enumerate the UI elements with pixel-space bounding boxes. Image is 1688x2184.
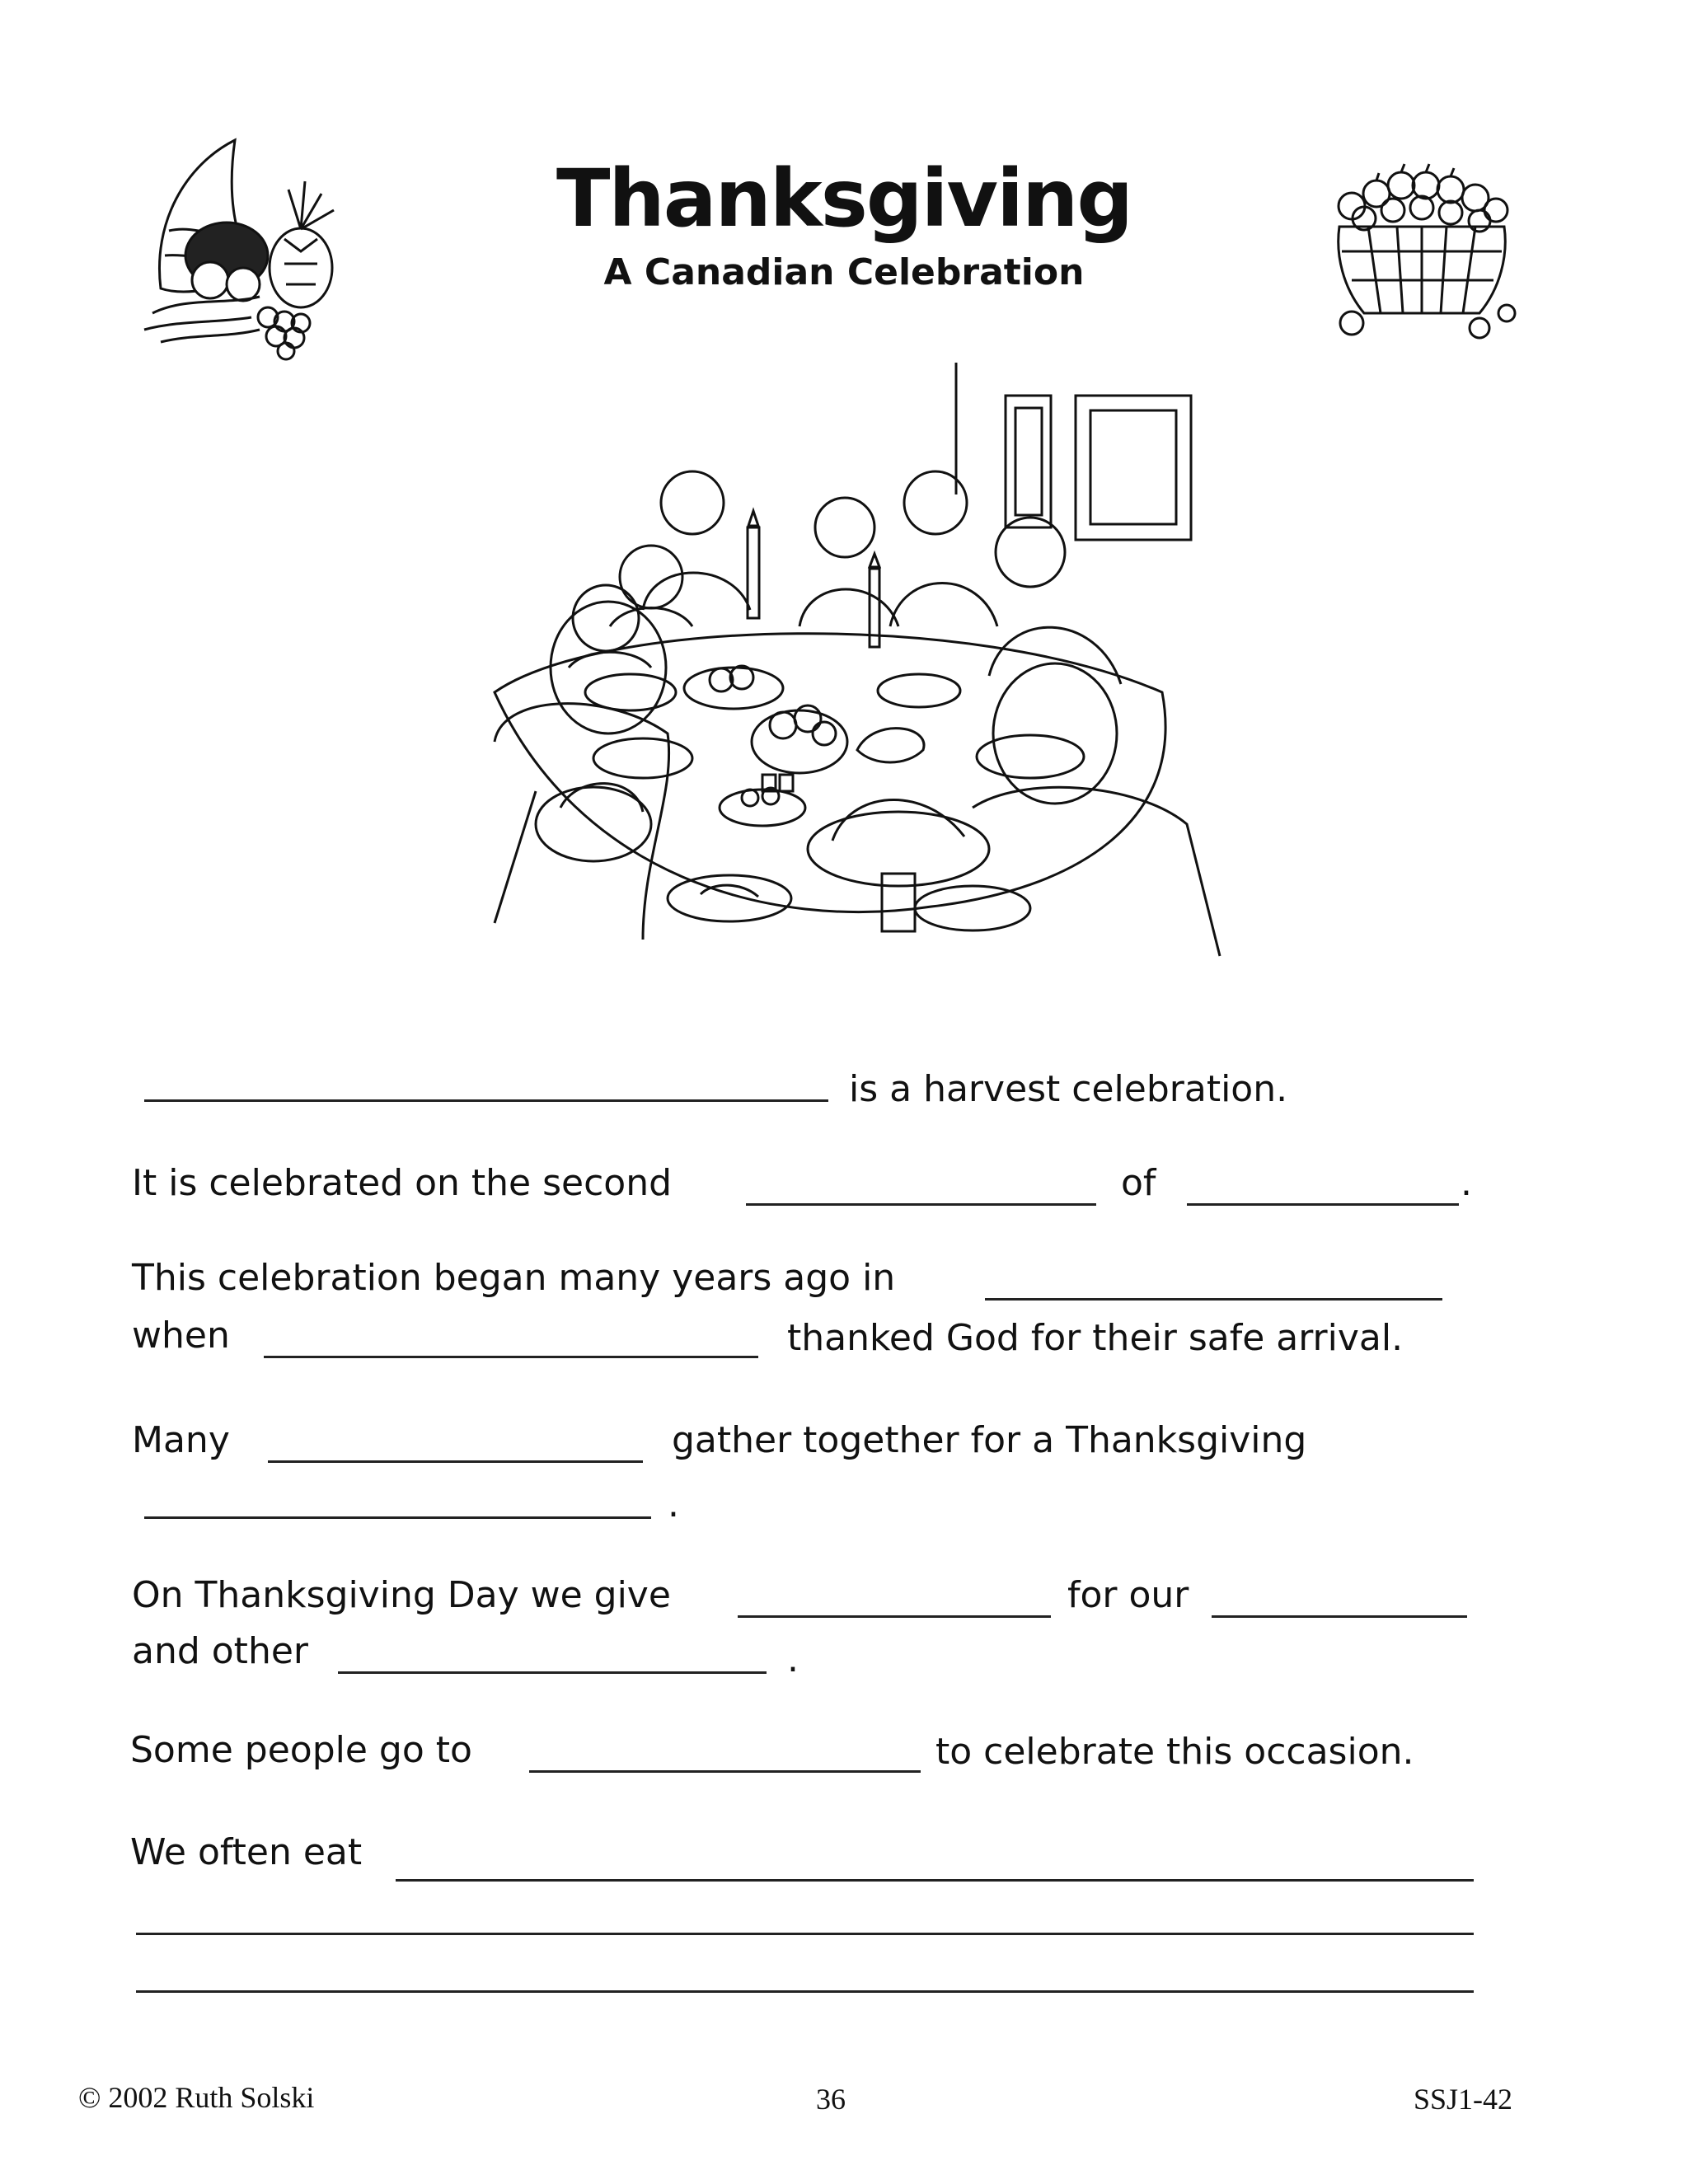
worksheet-text-line5-many: Many <box>132 1419 230 1461</box>
blank-go-to[interactable] <box>529 1770 921 1773</box>
blank-weekday[interactable] <box>746 1203 1096 1206</box>
worksheet-text-line4: thanked God for their safe arrival. <box>787 1317 1404 1359</box>
blank-for-our[interactable] <box>1212 1615 1467 1618</box>
worksheet-text-line6-period: . <box>668 1483 679 1526</box>
worksheet-text-line5: gather together for a Thanksgiving <box>672 1419 1307 1461</box>
blank-extra-line-2[interactable] <box>136 1990 1474 1993</box>
blank-meal[interactable] <box>144 1516 651 1519</box>
worksheet-text-line4-when: when <box>132 1315 230 1357</box>
worksheet-text-line8-period: . <box>787 1638 799 1680</box>
blank-we-eat[interactable] <box>396 1879 1474 1882</box>
blank-group[interactable] <box>268 1460 643 1463</box>
worksheet-text-line3: This celebration began many years ago in <box>132 1257 896 1299</box>
blank-who[interactable] <box>264 1356 758 1358</box>
family-dinner-illustration <box>396 363 1269 972</box>
worksheet-text-line2: It is celebrated on the second <box>132 1162 673 1204</box>
worksheet-text-line8: and other <box>132 1630 308 1672</box>
page-title: Thanksgiving <box>556 152 1132 245</box>
worksheet-text-line1: is a harvest celebration. <box>849 1068 1288 1110</box>
copyright-text: © 2002 Ruth Solski <box>78 2081 315 2114</box>
page-number: 36 <box>816 2083 846 2116</box>
worksheet-text-line7-for-our: for our <box>1067 1574 1189 1616</box>
product-code: SSJ1-42 <box>1414 2083 1513 2116</box>
blank-month[interactable] <box>1187 1203 1459 1206</box>
apple-basket-icon <box>1319 148 1525 354</box>
blank-and-other[interactable] <box>338 1671 767 1674</box>
blank-give[interactable] <box>738 1615 1051 1618</box>
worksheet-text-line9: Some people go to <box>130 1729 472 1771</box>
worksheet-text-line2-of: of <box>1121 1162 1156 1204</box>
blank-extra-line-1[interactable] <box>136 1933 1474 1935</box>
worksheet-text-line10: We often eat <box>130 1831 363 1873</box>
cornucopia-icon <box>136 132 383 363</box>
blank-place[interactable] <box>985 1298 1442 1301</box>
worksheet-text-line2-period: . <box>1461 1162 1472 1204</box>
worksheet-text-line9-after: to celebrate this occasion. <box>935 1731 1414 1773</box>
worksheet-text-line7: On Thanksgiving Day we give <box>132 1574 671 1616</box>
blank-holiday-name[interactable] <box>144 1099 828 1102</box>
page-subtitle: A Canadian Celebration <box>603 251 1085 293</box>
